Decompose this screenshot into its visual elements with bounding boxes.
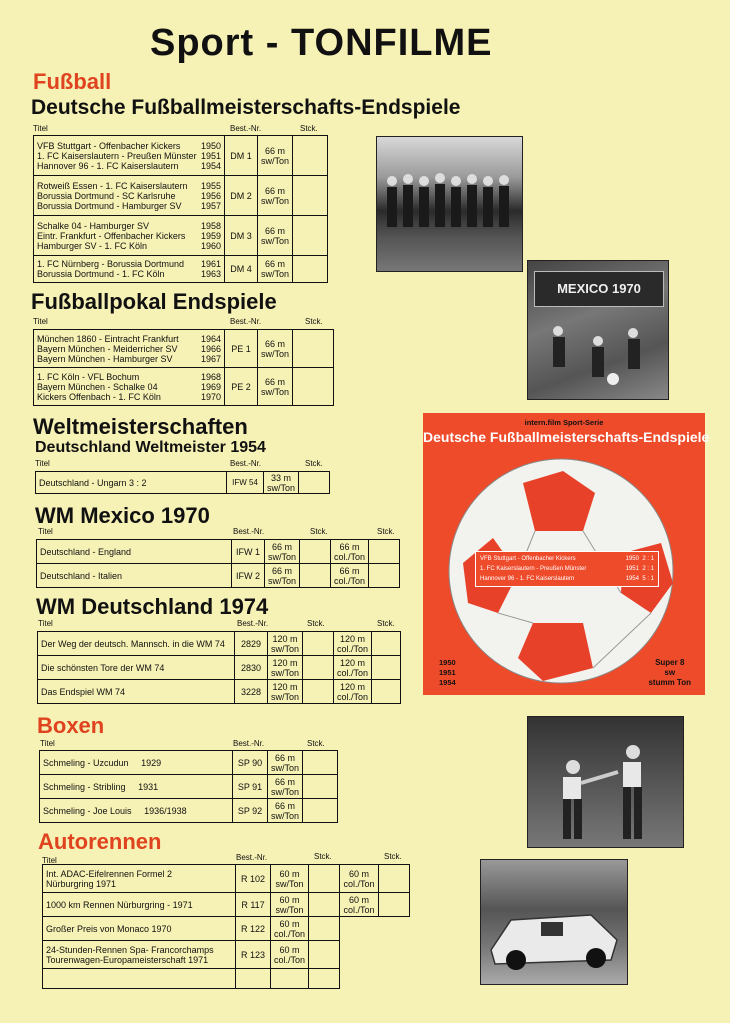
film-title: Großer Preis von Monaco 1970 — [43, 917, 236, 941]
format-col: 66 m col./Ton — [331, 540, 369, 564]
qty-cell[interactable] — [369, 540, 400, 564]
format: 66 m sw/Ton — [258, 368, 293, 406]
col-titel: Titel — [33, 124, 48, 133]
order-number: PE 2 — [225, 368, 258, 406]
heading-wm70: WM Mexico 1970 — [35, 503, 210, 528]
table-row — [38, 680, 401, 704]
order-number: R 117 — [236, 893, 271, 917]
poster-match-list — [475, 551, 659, 587]
qty-cell[interactable] — [372, 680, 401, 704]
order-number: DM 2 — [225, 176, 258, 216]
qty-cell[interactable] — [293, 368, 334, 406]
boxing-photo — [527, 716, 684, 848]
col-titel: Titel — [38, 619, 53, 628]
format-col: 120 m col./Ton — [334, 656, 372, 680]
category-fussball: Fußball — [33, 69, 112, 94]
film-title: Das Endspiel WM 74 — [38, 680, 235, 704]
page-title: Sport - TONFILME — [150, 22, 493, 64]
table-row — [43, 893, 410, 917]
table-row — [36, 472, 330, 494]
table-row: 1968 1. FC Köln - VFL Bochum 1969 Bayern München - Schalke 04 1970 Kickers Offenbach - 1. FC Köln PE 2 66 m sw/Ton — [34, 368, 334, 406]
poster-years: 1950 1951 1954 — [439, 658, 456, 687]
line: 1950 VFB Stuttgart - Offenbacher Kickers — [37, 140, 221, 151]
qty-cell[interactable] — [303, 680, 334, 704]
table-row: 1958 Schalke 04 - Hamburger SV 1959 Eintr. Frankfurt - Offenbacher Kickers 1960 Hamburger SV - 1. FC Köln DM 3 66 m sw/Ton — [34, 216, 328, 256]
col-best: Best.-Nr. — [237, 619, 269, 628]
poster-title: Deutsche Fußballmeisterschafts-Endspiele — [423, 429, 710, 445]
col-best: Best.-Nr. — [230, 124, 262, 133]
qty-cell[interactable] — [369, 564, 400, 588]
format-col: 60 m col./Ton — [340, 865, 379, 893]
team-photo — [376, 136, 523, 272]
table-row: 1955 Rotweiß Essen - 1. FC Kaiserslautern 1956 Borussia Dortmund - SC Karlsruhe 1957 Borussia Dortmund - Hamburger SV DM 2 66 m sw/Ton — [34, 176, 328, 216]
qty-cell[interactable] — [372, 656, 401, 680]
qty-cell[interactable] — [303, 775, 338, 799]
race-car-icon — [481, 860, 627, 984]
poster-match: Hannover 96 - 1. FC Kaiserslautern 1954 5 : 1 — [480, 576, 654, 582]
players-icon — [528, 261, 668, 399]
qty-cell[interactable] — [293, 176, 328, 216]
qty-cell[interactable] — [309, 917, 340, 941]
col-stck: Stck. — [305, 317, 323, 326]
empty-cell — [340, 917, 379, 941]
format: 60 m col./Ton — [271, 941, 309, 969]
table-autorennen — [42, 864, 410, 989]
film-title: Der Weg der deutsch. Mannsch. in die WM 74 — [38, 632, 235, 656]
qty-cell[interactable] — [293, 136, 328, 176]
format: 120 m sw/Ton — [268, 632, 303, 656]
empty-cell — [379, 941, 410, 969]
format: 66 m sw/Ton — [265, 564, 300, 588]
table-row — [43, 865, 410, 893]
table-row — [40, 751, 338, 775]
order-number: R 102 — [236, 865, 271, 893]
format: 66 m sw/Ton — [268, 799, 303, 823]
format-col: 120 m col./Ton — [334, 632, 372, 656]
table-row — [34, 136, 328, 176]
format-col: 120 m col./Ton — [334, 680, 372, 704]
col-stck-2: Stck. — [377, 619, 395, 628]
format: 120 m sw/Ton — [268, 680, 303, 704]
empty-cell — [340, 941, 379, 969]
film-title: Schmeling - Joe Louis 1936/1938 — [40, 799, 233, 823]
film-title: Deutschland - Italien — [37, 564, 232, 588]
film-title: Schmeling - Stribling 1931 — [40, 775, 233, 799]
col-best: Best.-Nr. — [230, 459, 262, 468]
order-number: SP 90 — [233, 751, 268, 775]
poster-format: Super 8 sw stumm Ton — [648, 658, 691, 687]
blank-cell[interactable] — [43, 969, 236, 989]
qty-cell[interactable] — [293, 330, 334, 368]
format: 66 m sw/Ton — [268, 775, 303, 799]
qty-cell[interactable] — [379, 893, 410, 917]
heading-meisterschaft: Deutsche Fußballmeisterschafts-Endspiele — [31, 96, 461, 119]
col-titel: Titel — [40, 739, 55, 748]
col-stck: Stck. — [310, 527, 328, 536]
qty-cell[interactable] — [293, 216, 328, 256]
empty-cell — [379, 969, 410, 989]
col-titel: Titel — [42, 856, 57, 865]
blank-cell[interactable] — [271, 969, 309, 989]
racing-photo — [480, 859, 628, 985]
film-title: Schmeling - Uzcudun 1929 — [40, 751, 233, 775]
qty-cell[interactable] — [379, 865, 410, 893]
format: 66 m sw/Ton — [258, 216, 293, 256]
film-title: Int. ADAC-Eifelrennen Formel 2 Nürburgring 1971 — [43, 865, 236, 893]
qty-cell[interactable] — [300, 540, 331, 564]
order-number: R 122 — [236, 917, 271, 941]
order-number: DM 4 — [225, 256, 258, 283]
format: 66 m sw/Ton — [258, 256, 293, 283]
table-row: 1961 1. FC Nürnberg - Borussia Dortmund 1963 Borussia Dortmund - 1. FC Köln DM 4 66 m sw/Ton — [34, 256, 328, 283]
film-title: 24-Stunden-Rennen Spa- Francorchamps Tourenwagen-Europameisterschaft 1971 — [43, 941, 236, 969]
format: 60 m col./Ton — [271, 917, 309, 941]
table-row — [40, 775, 338, 799]
order-number: 2829 — [235, 632, 268, 656]
format: 120 m sw/Ton — [268, 656, 303, 680]
order-number: R 123 — [236, 941, 271, 969]
col-stck: Stck. — [300, 124, 318, 133]
table-pokal — [33, 329, 334, 406]
qty-cell[interactable] — [300, 564, 331, 588]
col-stck: Stck. — [307, 619, 325, 628]
boxers-icon — [528, 717, 683, 847]
table-row — [43, 941, 410, 969]
category-autorennen: Autorennen — [38, 829, 162, 854]
col-titel: Titel — [38, 527, 53, 536]
subheading-1954: Deutschland Weltmeister 1954 — [35, 439, 266, 456]
heading-pokal: Fußballpokal Endspiele — [31, 289, 277, 314]
col-titel: Titel — [33, 317, 48, 326]
qty-cell[interactable] — [309, 865, 340, 893]
blank-cell[interactable] — [236, 969, 271, 989]
heading-weltmeisterschaften: Weltmeisterschaften — [33, 414, 248, 439]
qty-cell[interactable] — [303, 656, 334, 680]
order-number: SP 91 — [233, 775, 268, 799]
col-stck-2: Stck. — [384, 852, 402, 861]
category-boxen: Boxen — [37, 713, 105, 738]
qty-cell[interactable] — [303, 799, 338, 823]
empty-cell — [379, 917, 410, 941]
qty-cell[interactable] — [309, 941, 340, 969]
format-col: 66 m col./Ton — [331, 564, 369, 588]
table-row: 1964 München 1860 - Eintracht Frankfurt 1966 Bayern München - Meiderricher SV 1967 Bayern München - Hamburger SV PE 1 66 m sw/Ton — [34, 330, 334, 368]
order-number: IFW 54 — [227, 472, 264, 494]
order-number: 3228 — [235, 680, 268, 704]
format: 66 m sw/Ton — [258, 176, 293, 216]
col-stck: Stck. — [314, 852, 332, 861]
table-wm74 — [37, 631, 401, 704]
line: 1954 Hannover 96 - 1. FC Kaiserslautern — [37, 160, 221, 171]
col-best: Best.-Nr. — [230, 317, 262, 326]
table-row — [38, 632, 401, 656]
heading-wm74: WM Deutschland 1974 — [36, 594, 269, 619]
qty-cell[interactable] — [303, 751, 338, 775]
col-stck: Stck. — [305, 459, 323, 468]
film-title: Deutschland - England — [37, 540, 232, 564]
empty-cell — [340, 969, 379, 989]
col-best: Best.-Nr. — [236, 853, 268, 862]
poster-match: 1. FC Kaiserslautern - Preußen Münster 1951 2 : 1 — [480, 566, 654, 572]
qty-cell[interactable] — [299, 472, 330, 494]
table-row — [37, 540, 400, 564]
film-title: Deutschland - Ungarn 3 : 2 — [36, 472, 227, 494]
order-number: IFW 1 — [232, 540, 265, 564]
order-number: DM 1 — [225, 136, 258, 176]
qty-cell[interactable] — [372, 632, 401, 656]
format-col: 60 m col./Ton — [340, 893, 379, 917]
col-best: Best.-Nr. — [233, 739, 265, 748]
order-number: PE 1 — [225, 330, 258, 368]
table-meisterschaft — [33, 135, 328, 283]
table-wm70 — [36, 539, 400, 588]
line: 1951 1. FC Kaiserslautern - Preußen Münster — [37, 150, 221, 161]
poster-cover — [423, 413, 710, 695]
table-row — [40, 799, 338, 823]
table-row — [38, 656, 401, 680]
film-title: Die schönsten Tore der WM 74 — [38, 656, 235, 680]
order-number: 2830 — [235, 656, 268, 680]
format: 60 m sw/Ton — [271, 865, 309, 893]
order-number: IFW 2 — [232, 564, 265, 588]
order-number: DM 3 — [225, 216, 258, 256]
format: 33 m sw/Ton — [264, 472, 299, 494]
format: 66 m sw/Ton — [258, 136, 293, 176]
mexico-sign: MEXICO 1970 — [534, 271, 664, 307]
col-titel: Titel — [35, 459, 50, 468]
format: 66 m sw/Ton — [268, 751, 303, 775]
mexico-photo — [527, 260, 669, 400]
table-row — [43, 917, 410, 941]
table-row — [37, 564, 400, 588]
table-wm54 — [35, 471, 330, 494]
poster-match: VFB Stuttgart - Offenbacher Kickers 1950 2 : 1 — [480, 556, 654, 562]
qty-cell[interactable] — [309, 893, 340, 917]
film-title: 1000 km Rennen Nürburgring - 1971 — [43, 893, 236, 917]
format: 60 m sw/Ton — [271, 893, 309, 917]
poster-series: intern.film Sport-Serie — [524, 418, 604, 427]
blank-cell[interactable] — [309, 969, 340, 989]
format: 66 m sw/Ton — [265, 540, 300, 564]
col-best: Best.-Nr. — [233, 527, 265, 536]
qty-cell[interactable] — [293, 256, 328, 283]
col-stck-2: Stck. — [377, 527, 395, 536]
team-lineup-icon — [377, 137, 522, 271]
order-number: SP 92 — [233, 799, 268, 823]
table-boxen — [39, 750, 338, 823]
qty-cell[interactable] — [303, 632, 334, 656]
format: 66 m sw/Ton — [258, 330, 293, 368]
table-row — [43, 969, 410, 989]
col-stck: Stck. — [307, 739, 325, 748]
